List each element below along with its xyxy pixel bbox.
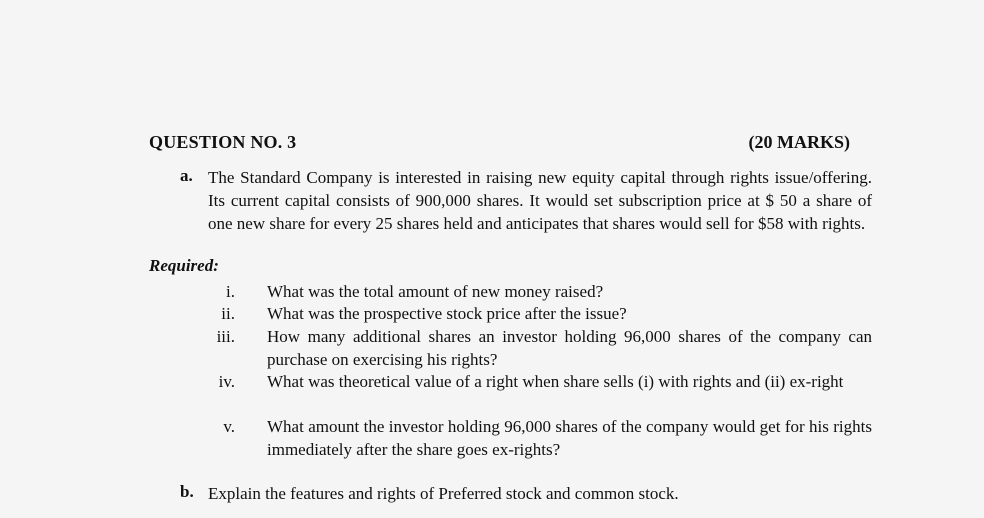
part-b-label: b.	[180, 482, 194, 501]
sub-question-text: What was theoretical value of a right when share sells (i) with rights and (ii) ex-right	[267, 372, 844, 391]
sub-question-number: iv.	[218, 372, 235, 391]
sub-question-text: What was the total amount of new money raised?	[267, 282, 604, 301]
question-title: QUESTION NO. 3	[149, 132, 297, 152]
question-marks: (20 MARKS)	[748, 132, 850, 152]
sub-question-text: How many additional shares an investor holding 96,000 shares of the company can purchase on exercising his rights?	[267, 327, 872, 369]
part-a-label: a.	[180, 166, 193, 185]
sub-question-number: v.	[223, 417, 235, 436]
required-heading: Required:	[149, 256, 219, 275]
part-a-text: The Standard Company is interested in raising new equity capital through rights issue/offering. Its current capital consists of 900,000 shares. It would set subscription price at $ 50 a share of one new share for every 25 shares held and anticipates that shares would sell for $58 with rights.	[208, 168, 872, 233]
sub-question-number: iii.	[216, 327, 235, 346]
part-b-text: Explain the features and rights of Preferred stock and common stock.	[208, 484, 679, 503]
sub-question-number: ii.	[221, 304, 235, 323]
sub-question-number: i.	[226, 282, 235, 301]
sub-question-text: What amount the investor holding 96,000 shares of the company would get for his rights immediately after the share goes ex-rights?	[267, 417, 872, 459]
sub-question-text: What was the prospective stock price after the issue?	[267, 304, 627, 323]
